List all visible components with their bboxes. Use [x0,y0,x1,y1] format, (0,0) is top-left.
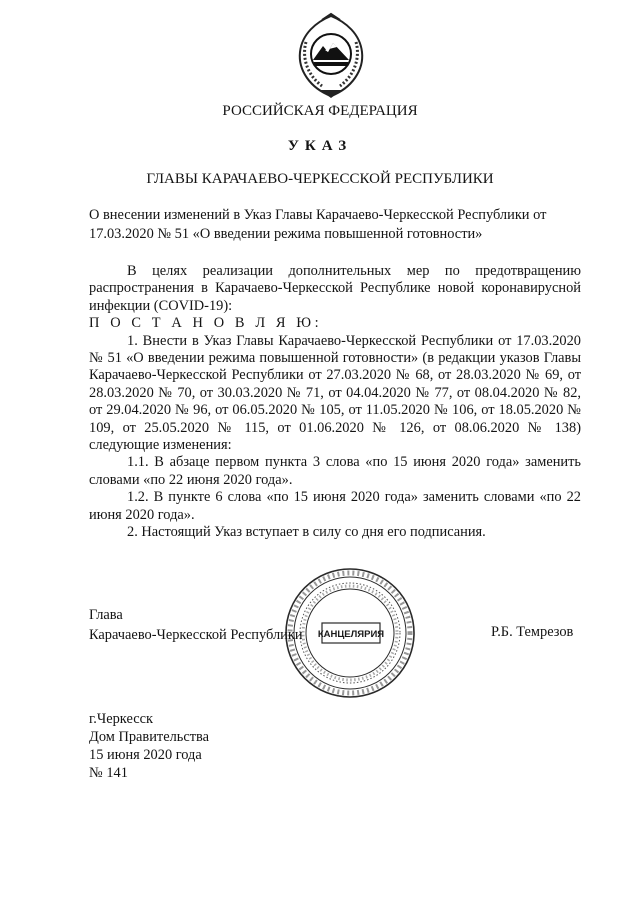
document-footer [89,710,209,782]
issuer-heading: ГЛАВЫ КАРАЧАЕВО-ЧЕРКЕССКОЙ РЕСПУБЛИКИ [146,171,494,187]
signatory-title-line-2: Карачаево-Черкесской Республики [89,627,303,643]
country-heading: РОССИЙСКАЯ ФЕДЕРАЦИЯ [222,103,418,119]
document-type-heading: УКАЗ [287,138,353,154]
subject-line-1: О внесении изменений в Указ Главы Карачаево-Черкесской Республики от [89,207,547,223]
resolve-heading: П О С Т А Н О В Л Я Ю: [89,315,323,332]
document-subject [89,206,581,244]
seal-label: КАНЦЕЛЯРИЯ [317,629,385,640]
preamble-paragraph: В целях реализации дополнительных мер по предотвращению распространения в Карачаево-Черкесской Республике новой коронавирусной инфекции (COVID-19): [89,263,581,314]
signatory-title [89,605,303,645]
item-1-paragraph: 1. Внести в Указ Главы Карачаево-Черкесской Республики от 17.03.2020 № 51 «О введении режима повышенной готовности» (в редакции указов Главы Карачаево-Черкесской Республики от 27.03.2020 № 68, от 28.03.2020 № 69, от 28.03.2020 № 70, от 30.03.2020 № 71, от 04.04.2020 № 77, от 08.04.2020 № 82, от 29.04.2020 № 96, от 06.05.2020 № 105, от 11.05.2020 № 106, от 18.05.2020 № 109, от 25.05.2020 № 115, от 01.06.2020 № 126, от 08.06.2020 № 138) следующие изменения: [89,332,581,454]
footer-number: № 141 [89,765,128,781]
footer-date: 15 июня 2020 года [89,747,202,763]
item-1-2-paragraph: 1.2. В пункте 6 слова «по 15 июня 2020 года» заменить словами «по 22 июня 2020 года». [89,489,581,523]
subject-line-2: 17.03.2020 № 51 «О введении режима повышенной готовности» [89,226,483,242]
signatory-title-line-1: Глава [89,607,123,623]
coat-of-arms-icon [292,12,370,100]
item-2-paragraph: 2. Настоящий Указ вступает в силу со дня его подписания. [127,524,486,541]
document-body [89,263,581,542]
footer-city: г.Черкесск [89,711,153,727]
footer-place: Дом Правительства [89,729,210,745]
signatory-name: Р.Б. Темрезов [491,624,574,640]
item-1-1-paragraph: 1.1. В абзаце первом пункта 3 слова «по 15 июня 2020 года» заменить словами «по 22 июня 2020 года». [89,454,581,488]
